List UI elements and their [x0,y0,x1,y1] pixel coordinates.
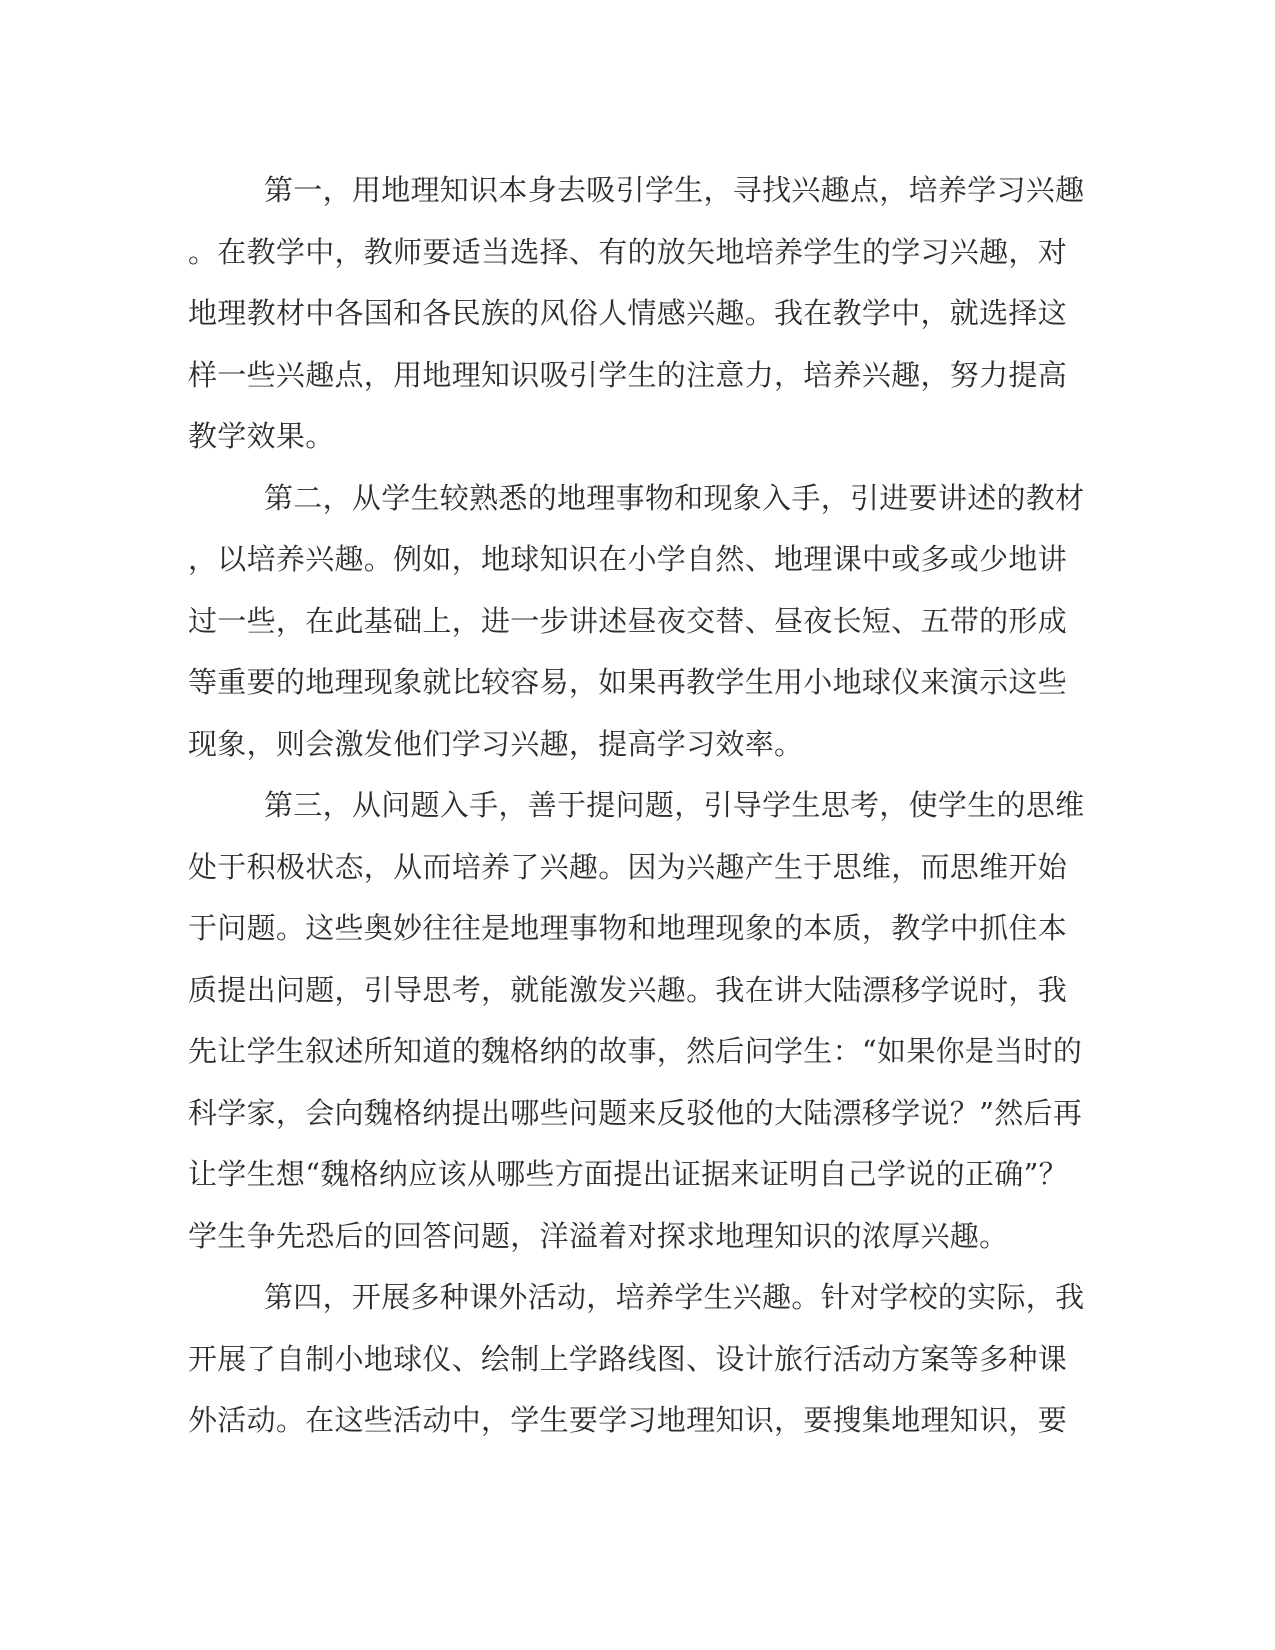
text-line: 先让学生叙述所知道的魏格纳的故事，然后问学生：“如果你是当时的 [188,1034,1083,1068]
paragraph-2 [188,468,1085,776]
text-line: 于问题。这些奥妙往往是地理事物和地理现象的本质，教学中抓住本 [188,911,1068,945]
paragraph-1 [188,160,1085,468]
text-line: 外活动。在这些活动中，学生要学习地理知识，要搜集地理知识，要 [188,1403,1068,1437]
text-line: 质提出问题，引导思考，就能激发兴趣。我在讲大陆漂移学说时，我 [188,972,1068,1007]
text-line: 样一些兴趣点，用地理知识吸引学生的注意力，培养兴趣，努力提高 [188,357,1068,392]
text-line: ，以培养兴趣。例如，地球知识在小学自然、地理课中或多或少地讲 [188,542,1068,576]
text-line: 教学效果。 [188,419,335,453]
text-line: 第二，从学生较熟悉的地理事物和现象入手，引进要讲述的教材 [264,480,1085,515]
text-line: 开展了自制小地球仪、绘制上学路线图、设计旅行活动方案等多种课 [188,1341,1068,1376]
text-line: 。在教学中，教师要适当选择、有的放矢地培养学生的学习兴趣，对 [188,234,1068,269]
text-line: 学生争先恐后的回答问题，洋溢着对探求地理知识的浓厚兴趣。 [188,1218,1009,1253]
text-line: 地理教材中各国和各民族的风俗人情感兴趣。我在教学中，就选择这 [188,296,1068,330]
text-line: 让学生想“魏格纳应该从哪些方面提出证据来证明自己学说的正确”？ [188,1157,1068,1191]
text-line: 第四，开展多种课外活动，培养学生兴趣。针对学校的实际，我 [264,1280,1085,1314]
text-line: 第一，用地理知识本身去吸引学生，寻找兴趣点，培养学习兴趣 [264,173,1085,207]
text-line: 第三，从问题入手，善于提问题，引导学生思考，使学生的思维 [264,788,1085,822]
text-line: 等重要的地理现象就比较容易，如果再教学生用小地球仪来演示这些 [188,665,1068,699]
text-line: 过一些，在此基础上，进一步讲述昼夜交替、昼夜长短、五带的形成 [188,603,1068,638]
text-line: 现象，则会激发他们学习兴趣，提高学习效率。 [188,726,804,761]
text-line: 科学家，会向魏格纳提出哪些问题来反驳他的大陆漂移学说？”然后再 [188,1095,1083,1130]
paragraph-4 [188,1267,1085,1452]
text-line: 处于积极状态，从而培养了兴趣。因为兴趣产生于思维，而思维开始 [188,849,1068,884]
paragraph-3 [188,775,1085,1267]
document-body [188,160,1085,1452]
